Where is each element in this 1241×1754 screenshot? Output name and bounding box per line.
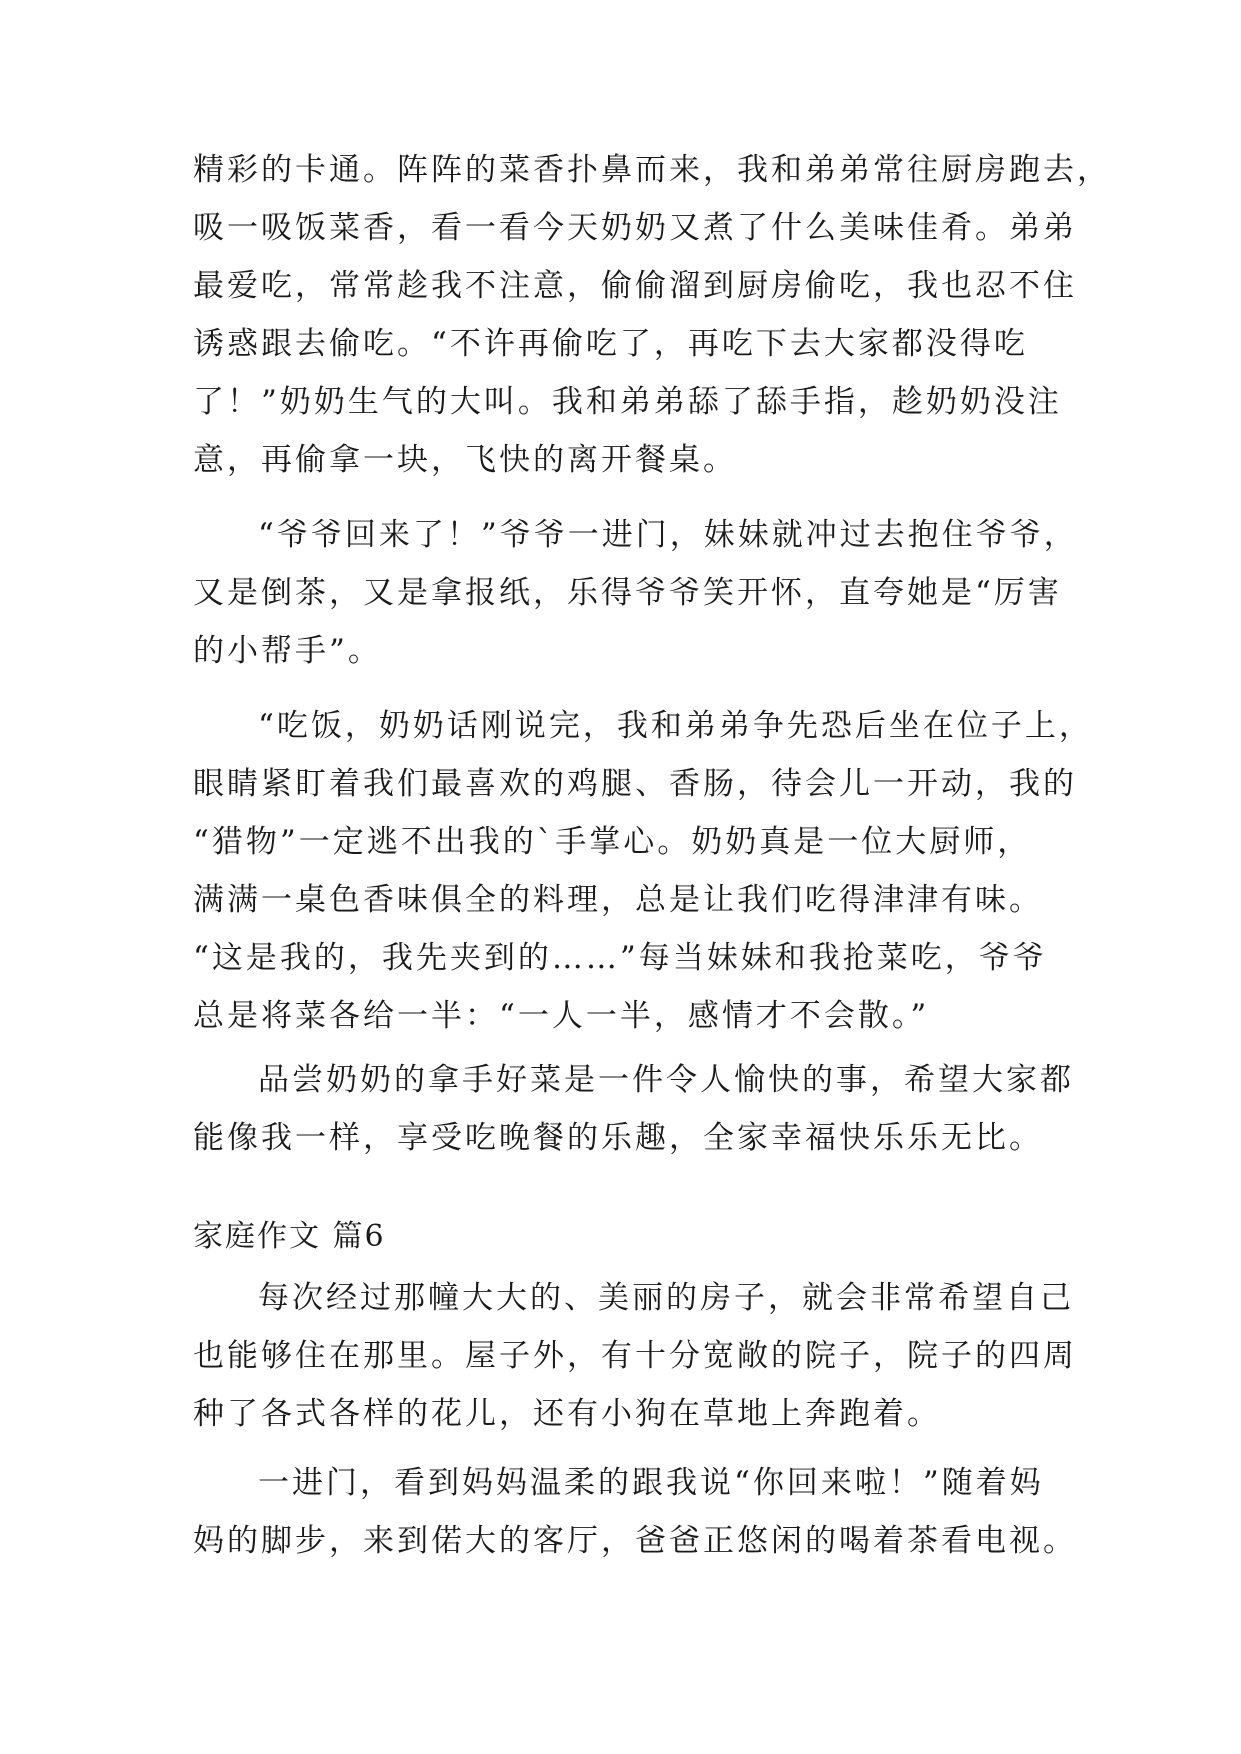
text-line: 意，再偷拿一块，飞快的离开餐桌。	[193, 442, 737, 478]
text-line: “吃饭，奶奶话刚说完，我和弟弟争先恐后坐在位子上，	[258, 708, 1093, 744]
text-line: “这是我的，我先夹到的……”每当妹妹和我抢菜吃，爷爷	[193, 940, 1047, 976]
text-line: 又是倒茶，又是拿报纸，乐得爷爷笑开怀，直夸她是“厉害	[193, 575, 1062, 611]
text-line: 眼睛紧盯着我们最喜欢的鸡腿、香肠，待会儿一开动，我的	[193, 766, 1077, 802]
text-line: 总是将菜各给一半：“一人一半，感情才不会散。”	[193, 998, 930, 1034]
text-line: 了！”奶奶生气的大叫。我和弟弟舔了舔手指，趁奶奶没注	[193, 384, 1062, 420]
text-line: 能像我一样，享受吃晚餐的乐趣，全家幸福快乐乐无比。	[193, 1120, 1043, 1156]
text-line: 吸一吸饭菜香，看一看今天奶奶又煮了什么美味佳肴。弟弟	[193, 210, 1077, 246]
text-line: 种了各式各样的花儿，还有小狗在草地上奔跑着。	[193, 1396, 941, 1432]
text-line: 的小帮手”。	[193, 633, 382, 669]
text-line: 精彩的卡通。阵阵的菜香扑鼻而来，我和弟弟常往厨房跑去，	[193, 152, 1111, 188]
text-line: 满满一桌色香味俱全的料理，总是让我们吃得津津有味。	[193, 882, 1043, 918]
text-line: 品尝奶奶的拿手好菜是一件令人愉快的事，希望大家都	[258, 1062, 1074, 1098]
text-line: 妈的脚步，来到偌大的客厅，爸爸正悠闲的喝着茶看电视。	[193, 1523, 1077, 1559]
text-line: 也能够住在那里。屋子外，有十分宽敞的院子，院子的四周	[193, 1338, 1077, 1374]
section-heading: 家庭作文 篇6	[193, 1219, 386, 1254]
text-line: 最爱吃，常常趁我不注意，偷偷溜到厨房偷吃，我也忍不住	[193, 268, 1077, 304]
text-line: “猎物”一定逃不出我的`手掌心。奶奶真是一位大厨师，	[193, 824, 1032, 860]
text-line: 每次经过那幢大大的、美丽的房子，就会非常希望自己	[258, 1280, 1074, 1316]
text-line: 一进门，看到妈妈温柔的跟我说“你回来啦！”随着妈	[258, 1465, 1044, 1501]
text-line: “爷爷回来了！”爷爷一进门，妹妹就冲过去抱住爷爷，	[258, 517, 1078, 553]
text-line: 诱惑跟去偷吃。“不许再偷吃了，再吃下去大家都没得吃	[193, 326, 1028, 362]
